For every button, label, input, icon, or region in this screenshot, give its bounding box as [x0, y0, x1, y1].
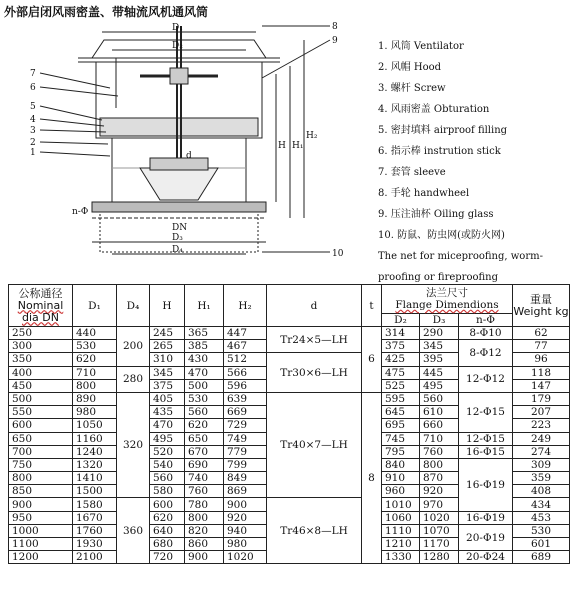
- table-cell: 520: [150, 445, 185, 458]
- callout-5: 5: [30, 102, 36, 112]
- table-cell: 620: [73, 353, 117, 366]
- dim-label-h1: H₁: [292, 141, 304, 151]
- callout-8: 8: [332, 22, 338, 32]
- table-cell: 495: [420, 379, 459, 392]
- page-title: 外部启闭风雨密盖、带轴流风机通风筒: [4, 5, 209, 19]
- table-cell: 600: [150, 498, 185, 511]
- table-cell: 1760: [73, 524, 117, 537]
- table-cell: 639: [224, 392, 267, 405]
- header-d2: D₂: [382, 314, 420, 327]
- table-cell: 530: [73, 340, 117, 353]
- table-cell: 710: [420, 432, 459, 445]
- part-item: 2. 风帽 Hood: [378, 62, 442, 73]
- table-cell: 640: [150, 524, 185, 537]
- header-d3: D₃: [420, 314, 459, 327]
- table-cell: 309: [513, 458, 570, 471]
- d4-cell: 360: [117, 498, 150, 564]
- table-cell: 749: [224, 432, 267, 445]
- table-cell: 2100: [73, 551, 117, 564]
- table-cell: 1410: [73, 472, 117, 485]
- ventilator-drawing: [0, 18, 360, 258]
- dim-label-nphi: n-Φ: [72, 207, 89, 217]
- table-cell: 750: [9, 458, 73, 471]
- table-cell: 385: [185, 340, 224, 353]
- part-item: 7. 套管 sleeve: [378, 167, 446, 178]
- header-d: d: [267, 285, 362, 327]
- part-item: 6. 指示棒 instrution stick: [378, 146, 501, 157]
- table-cell: 1070: [420, 524, 459, 537]
- table-cell: 800: [73, 379, 117, 392]
- d-cell: Tr46×8—LH: [267, 498, 362, 564]
- table-cell: 860: [185, 538, 224, 551]
- table-cell: 365: [185, 327, 224, 340]
- table-cell: 840: [382, 458, 420, 471]
- nphi-cell: 8-Φ12: [459, 340, 513, 366]
- part-item: 1. 风筒 Ventilator: [378, 41, 464, 52]
- table-cell: 1110: [382, 524, 420, 537]
- table-cell: 729: [224, 419, 267, 432]
- table-cell: 890: [73, 392, 117, 405]
- callout-3: 3: [30, 126, 36, 136]
- table-cell: 980: [224, 538, 267, 551]
- nphi-cell: 8-Φ10: [459, 327, 513, 340]
- table-cell: 408: [513, 485, 570, 498]
- table-cell: 540: [150, 458, 185, 471]
- table-cell: 800: [420, 458, 459, 471]
- callout-7: 7: [30, 69, 36, 79]
- d-cell: Tr40×7—LH: [267, 392, 362, 498]
- table-cell: 1050: [73, 419, 117, 432]
- part-item: 5. 密封填料 airproof filling: [378, 125, 508, 136]
- table-cell: 980: [73, 406, 117, 419]
- callout-10: 10: [332, 249, 344, 258]
- table-cell: 960: [382, 485, 420, 498]
- table-cell: 970: [420, 498, 459, 511]
- table-cell: 580: [150, 485, 185, 498]
- t-cell: 8: [362, 392, 382, 563]
- table-cell: 77: [513, 340, 570, 353]
- nphi-cell: 16-Φ19: [459, 511, 513, 524]
- part-item: 3. 螺杆 Screw: [378, 83, 446, 94]
- d4-cell: 280: [117, 366, 150, 392]
- table-cell: 1200: [9, 551, 73, 564]
- table-cell: 1580: [73, 498, 117, 511]
- table-cell: 445: [420, 366, 459, 379]
- table-cell: 596: [224, 379, 267, 392]
- table-cell: 869: [224, 485, 267, 498]
- table-cell: 910: [382, 472, 420, 485]
- table-cell: 920: [420, 485, 459, 498]
- table-cell: 470: [185, 366, 224, 379]
- table-cell: 1020: [224, 551, 267, 564]
- table-cell: 118: [513, 366, 570, 379]
- table-cell: 600: [9, 419, 73, 432]
- table-cell: 350: [9, 353, 73, 366]
- table-cell: 650: [185, 432, 224, 445]
- table-cell: 680: [150, 538, 185, 551]
- table-cell: 250: [9, 327, 73, 340]
- table-cell: 530: [185, 392, 224, 405]
- table-cell: 300: [9, 340, 73, 353]
- table-cell: 375: [150, 379, 185, 392]
- header-h: H: [150, 285, 185, 327]
- table-cell: 1280: [420, 551, 459, 564]
- table-cell: 780: [185, 498, 224, 511]
- flange: [92, 202, 266, 212]
- table-cell: 920: [224, 511, 267, 524]
- table-cell: 1160: [73, 432, 117, 445]
- table-cell: 375: [382, 340, 420, 353]
- table-cell: 870: [420, 472, 459, 485]
- table-cell: 400: [9, 366, 73, 379]
- header-weight: 重量 Weight kg: [513, 285, 570, 327]
- table-cell: 820: [185, 524, 224, 537]
- table-cell: 500: [185, 379, 224, 392]
- table-cell: 760: [185, 485, 224, 498]
- header-dn: 公称通径 Nominal dia DN: [9, 285, 73, 327]
- table-cell: 740: [185, 472, 224, 485]
- table-cell: 314: [382, 327, 420, 340]
- table-cell: 849: [224, 472, 267, 485]
- table-cell: 1210: [382, 538, 420, 551]
- part-item-continued: proofing or fireproofing: [378, 272, 498, 283]
- header-d1: D₁: [73, 285, 117, 327]
- nphi-cell: 12-Φ15: [459, 392, 513, 432]
- dim-label-h: H: [278, 141, 286, 151]
- table-cell: 900: [224, 498, 267, 511]
- table-cell: 760: [420, 445, 459, 458]
- table-cell: 62: [513, 327, 570, 340]
- table-cell: 1240: [73, 445, 117, 458]
- d4-cell: 320: [117, 392, 150, 498]
- table-cell: 223: [513, 419, 570, 432]
- table-cell: 1930: [73, 538, 117, 551]
- table-cell: 779: [224, 445, 267, 458]
- header-flange: 法兰尺寸 Flange Dimendions: [382, 285, 513, 314]
- table-cell: 1670: [73, 511, 117, 524]
- table-cell: 900: [185, 551, 224, 564]
- callout-6: 6: [30, 83, 36, 93]
- table-row: [9, 392, 570, 405]
- table-cell: 620: [150, 511, 185, 524]
- callout-9: 9: [332, 36, 338, 46]
- part-item: 9. 压注油杯 Oiling glass: [378, 209, 494, 220]
- table-cell: 700: [9, 445, 73, 458]
- spec-table: [8, 284, 570, 564]
- table-cell: 207: [513, 406, 570, 419]
- table-cell: 566: [224, 366, 267, 379]
- part-item: 10. 防鼠、防虫网(或防火网): [378, 230, 505, 241]
- table-cell: 1010: [382, 498, 420, 511]
- table-cell: 669: [224, 406, 267, 419]
- dim-label-h2: H₂: [306, 131, 318, 141]
- table-cell: 1000: [9, 524, 73, 537]
- table-cell: 310: [150, 353, 185, 366]
- header-d4: D₄: [117, 285, 150, 327]
- table-cell: 1100: [9, 538, 73, 551]
- dim-label-d4: D₄: [172, 245, 183, 255]
- table-cell: 249: [513, 432, 570, 445]
- table-cell: 690: [185, 458, 224, 471]
- part-item: 4. 风雨密盖 Obturation: [378, 104, 490, 115]
- d-cell: Tr24×5—LH: [267, 327, 362, 353]
- table-cell: 96: [513, 353, 570, 366]
- table-cell: 660: [420, 419, 459, 432]
- table-cell: 950: [9, 511, 73, 524]
- header-nphi: n-Φ: [459, 314, 513, 327]
- table-cell: 745: [382, 432, 420, 445]
- nphi-cell: 12-Φ15: [459, 432, 513, 445]
- dim-label-d1: D₁: [172, 23, 183, 33]
- table-cell: 1320: [73, 458, 117, 471]
- callout-2: 2: [30, 138, 36, 148]
- table-cell: 179: [513, 392, 570, 405]
- table-cell: 800: [9, 472, 73, 485]
- table-cell: 530: [513, 524, 570, 537]
- table-cell: 435: [150, 406, 185, 419]
- table-cell: 265: [150, 340, 185, 353]
- callout-4: 4: [30, 115, 36, 125]
- table-cell: 1170: [420, 538, 459, 551]
- table-cell: 560: [150, 472, 185, 485]
- header-h2: H₂: [224, 285, 267, 327]
- table-cell: 453: [513, 511, 570, 524]
- t-cell: 6: [362, 327, 382, 393]
- table-cell: 425: [382, 353, 420, 366]
- table-cell: 850: [9, 485, 73, 498]
- table-cell: 1500: [73, 485, 117, 498]
- table-cell: 1020: [420, 511, 459, 524]
- table-cell: 290: [420, 327, 459, 340]
- d-cell: Tr30×6—LH: [267, 353, 362, 393]
- table-cell: 720: [150, 551, 185, 564]
- table-cell: 560: [185, 406, 224, 419]
- table-cell: 147: [513, 379, 570, 392]
- part-item-continued: The net for miceproofing, worm-: [378, 251, 543, 262]
- d4-cell: 200: [117, 327, 150, 367]
- callout-1: 1: [30, 148, 36, 158]
- table-cell: 595: [382, 392, 420, 405]
- table-cell: 799: [224, 458, 267, 471]
- dim-label-d: d: [186, 151, 192, 161]
- table-cell: 650: [9, 432, 73, 445]
- table-cell: 695: [382, 419, 420, 432]
- table-cell: 467: [224, 340, 267, 353]
- table-cell: 525: [382, 379, 420, 392]
- table-cell: 405: [150, 392, 185, 405]
- dim-label-d2: D₂: [172, 41, 183, 51]
- table-cell: 500: [9, 392, 73, 405]
- table-cell: 560: [420, 392, 459, 405]
- table-cell: 645: [382, 406, 420, 419]
- table-cell: 550: [9, 406, 73, 419]
- table-cell: 940: [224, 524, 267, 537]
- parts-list: [378, 36, 574, 288]
- table-cell: 345: [150, 366, 185, 379]
- table-cell: 447: [224, 327, 267, 340]
- nphi-cell: 16-Φ19: [459, 458, 513, 511]
- table-cell: 395: [420, 353, 459, 366]
- table-row: [9, 327, 570, 340]
- table-cell: 670: [185, 445, 224, 458]
- table-cell: 710: [73, 366, 117, 379]
- table-cell: 620: [185, 419, 224, 432]
- table-cell: 345: [420, 340, 459, 353]
- table-cell: 274: [513, 445, 570, 458]
- nphi-cell: 12-Φ12: [459, 366, 513, 392]
- nphi-cell: 16-Φ15: [459, 445, 513, 458]
- nphi-cell: 20-Φ19: [459, 524, 513, 550]
- table-cell: 430: [185, 353, 224, 366]
- table-cell: 689: [513, 551, 570, 564]
- table-cell: 512: [224, 353, 267, 366]
- table-cell: 440: [73, 327, 117, 340]
- table-cell: 610: [420, 406, 459, 419]
- table-cell: 1060: [382, 511, 420, 524]
- table-cell: 1330: [382, 551, 420, 564]
- table-cell: 434: [513, 498, 570, 511]
- header-h1: H₁: [185, 285, 224, 327]
- part-item: 8. 手轮 handwheel: [378, 188, 470, 199]
- table-cell: 475: [382, 366, 420, 379]
- header-t: t: [362, 285, 382, 327]
- table-cell: 900: [9, 498, 73, 511]
- dim-label-dn: DN: [172, 223, 188, 233]
- table-cell: 245: [150, 327, 185, 340]
- table-cell: 495: [150, 432, 185, 445]
- table-cell: 470: [150, 419, 185, 432]
- table-cell: 450: [9, 379, 73, 392]
- table-cell: 800: [185, 511, 224, 524]
- nphi-cell: 20-Φ24: [459, 551, 513, 564]
- table-cell: 601: [513, 538, 570, 551]
- table-cell: 359: [513, 472, 570, 485]
- table-cell: 795: [382, 445, 420, 458]
- dim-label-d3: D₃: [172, 233, 183, 243]
